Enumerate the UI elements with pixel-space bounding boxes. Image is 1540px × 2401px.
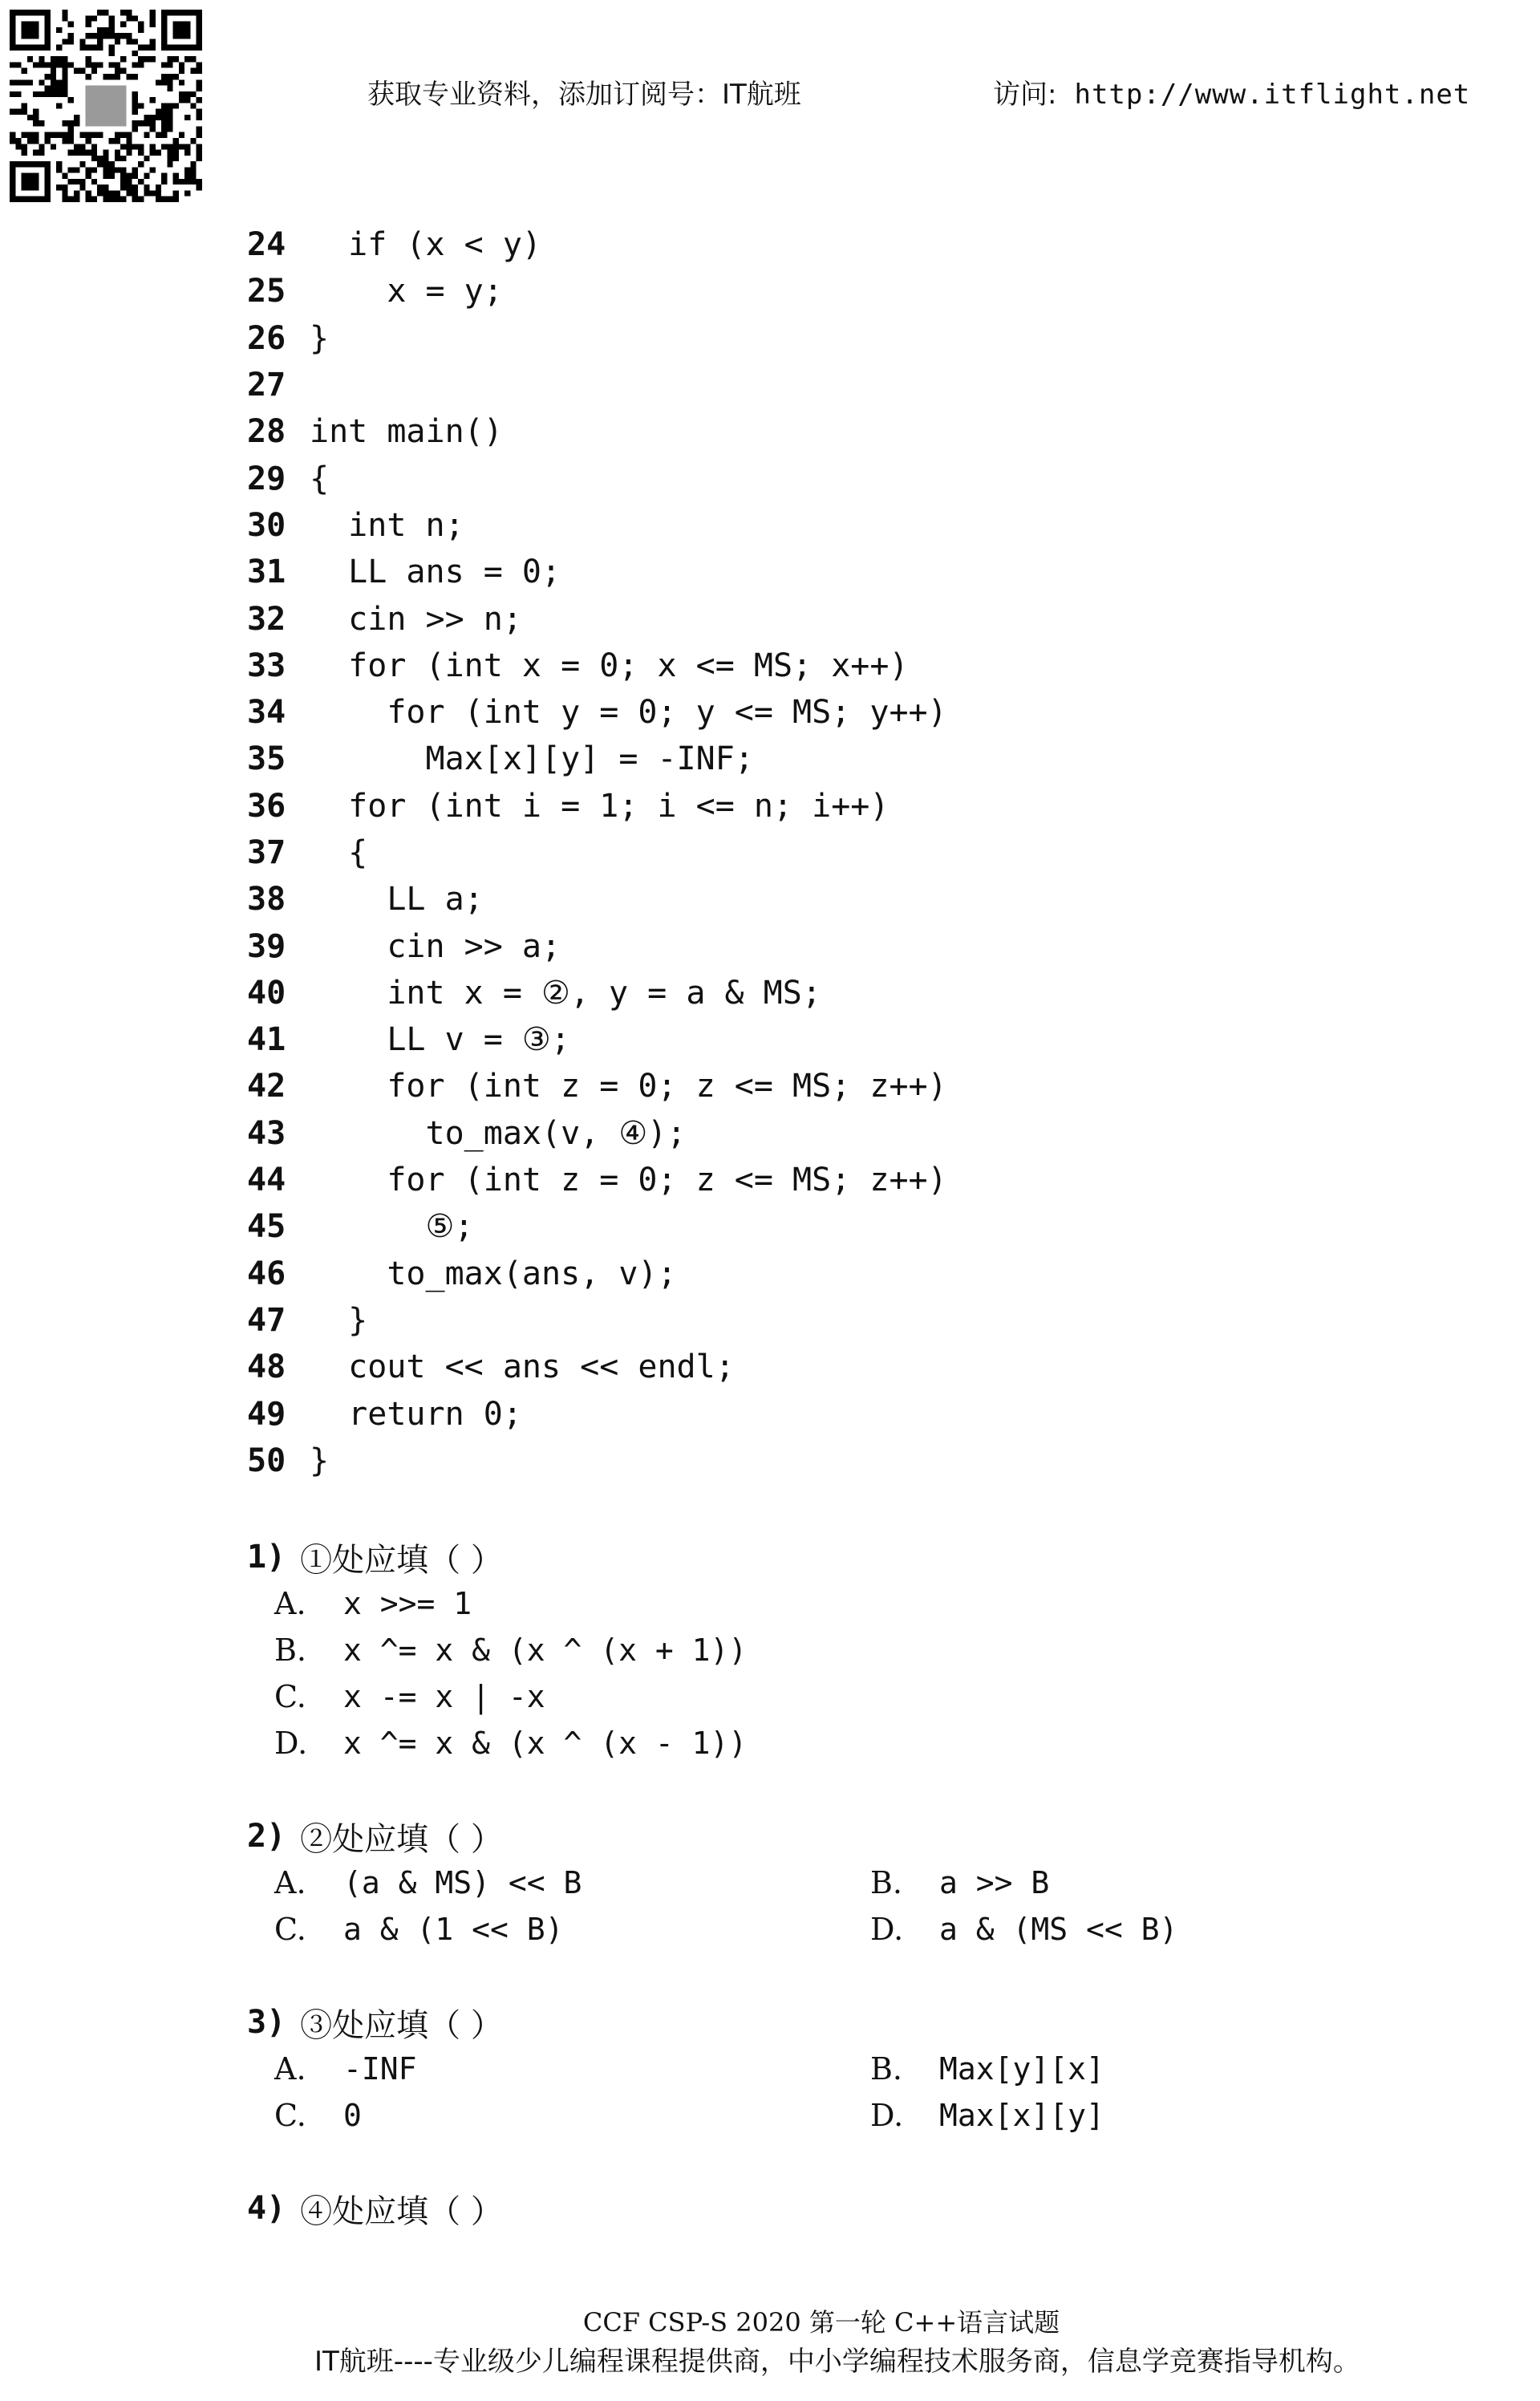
question-text: ②处应填（ ） [300,1820,503,1858]
code-line [247,1251,947,1297]
option-a[interactable] [274,1580,472,1627]
question-number: 1) [247,1539,286,1576]
option-letter: D. [274,1726,308,1761]
option-c[interactable] [274,1673,545,1720]
code-text: } [310,1442,330,1479]
line-number: 46 [247,1255,286,1292]
line-number: 30 [247,506,286,544]
code-listing [247,221,947,1484]
question-number: 2) [247,1818,286,1855]
option-value: (a & MS) << B [343,1865,582,1900]
code-text: return 0; [310,1395,522,1433]
line-number: 48 [247,1349,286,1386]
line-number: 29 [247,460,286,497]
code-line [247,1438,947,1484]
option-value: x ^= x & (x ^ (x - 1)) [343,1726,748,1761]
line-number: 45 [247,1208,286,1246]
line-number: 25 [247,273,286,310]
option-letter: C. [274,2098,306,2133]
option-b[interactable] [274,1627,747,1673]
code-line [247,829,947,876]
line-number: 34 [247,694,286,732]
question-title [247,1999,503,2046]
question-text: ①处应填（ ） [300,1541,503,1579]
option-a[interactable] [274,1860,582,1906]
code-line [247,736,947,782]
question-title [247,2185,503,2232]
line-number: 49 [247,1395,286,1433]
code-line [247,1063,947,1109]
code-line [247,689,947,736]
option-letter: A. [274,1865,306,1900]
option-value: a & (1 << B) [343,1912,564,1947]
line-number: 44 [247,1162,286,1199]
option-c[interactable] [274,2092,362,2139]
line-number: 36 [247,787,286,825]
line-number: 38 [247,881,286,919]
code-text: int n; [310,506,464,544]
option-b[interactable] [870,1860,1049,1906]
question-3 [247,1999,503,2046]
code-text: LL v = ③; [310,1021,570,1059]
code-line [247,221,947,268]
code-text: int main() [310,413,503,451]
code-text: x = y; [310,273,503,310]
line-number: 39 [247,927,286,965]
code-line [247,970,947,1016]
option-value: a & (MS << B) [939,1912,1178,1947]
code-line [247,595,947,642]
option-letter: B. [870,2051,903,2087]
option-c[interactable] [274,1906,564,1953]
question-title [247,1813,503,1860]
code-text: for (int y = 0; y <= MS; y++) [310,694,947,732]
code-line [247,1297,947,1344]
option-d[interactable] [870,1906,1177,1953]
code-text: for (int x = 0; x <= MS; x++) [310,647,909,684]
question-4 [247,2185,503,2232]
option-letter: D. [870,2098,904,2133]
header-url-link[interactable]: http://www.itflight.net [1074,79,1471,111]
code-text: for (int z = 0; z <= MS; z++) [310,1162,947,1199]
code-line [247,1016,947,1063]
code-text: cout << ans << endl; [310,1349,735,1386]
line-number: 33 [247,647,286,684]
option-letter: A. [274,2051,306,2087]
code-line [247,549,947,595]
code-text: LL ans = 0; [310,554,561,591]
code-line [247,1390,947,1437]
line-number: 41 [247,1021,286,1059]
option-value: Max[y][x] [939,2051,1104,2087]
option-b[interactable] [870,2046,1104,2092]
code-line [247,362,947,408]
question-number: 3) [247,2004,286,2041]
line-number: 32 [247,600,286,638]
page-header [0,72,1540,112]
header-subscribe-text: 获取专业资料，添加订阅号：IT航班 [367,79,801,111]
option-letter: B. [274,1632,307,1668]
code-line [247,643,947,689]
option-letter: D. [870,1912,904,1947]
line-number: 24 [247,226,286,264]
line-number: 31 [247,554,286,591]
code-line [247,1203,947,1250]
option-value: -INF [343,2051,417,2087]
option-letter: C. [274,1679,306,1714]
code-text: for (int i = 1; i <= n; i++) [310,787,890,825]
option-a[interactable] [274,2046,417,2092]
question-title [247,1534,503,1580]
code-text: { [310,834,368,871]
option-letter: B. [870,1865,903,1900]
question-text: ③处应填（ ） [300,2006,503,2044]
line-number: 37 [247,834,286,871]
code-line [247,783,947,829]
code-line [247,502,947,549]
code-text: ⑤; [310,1208,474,1246]
option-value: a >> B [939,1865,1050,1900]
code-text: int x = ②, y = a & MS; [310,974,821,1012]
code-line [247,455,947,501]
footer-slogan: IT航班----专业级少儿编程课程提供商，中小学编程技术服务商，信息学竞赛指导机构。 [314,2346,1360,2378]
question-number: 4) [247,2190,286,2227]
line-number: 40 [247,974,286,1012]
code-text: cin >> a; [310,927,561,965]
option-value: x ^= x & (x ^ (x + 1)) [343,1632,748,1668]
code-text: cin >> n; [310,600,522,638]
line-number: 28 [247,413,286,451]
code-text: LL a; [310,881,484,919]
code-text: } [310,319,330,357]
question-2 [247,1813,503,1860]
exam-title: CCF CSP-S 2020 第一轮 C++语言试题 [582,2307,1060,2338]
line-number: 26 [247,319,286,357]
option-d[interactable] [274,1720,747,1766]
code-text: } [310,1301,368,1339]
code-line [247,408,947,455]
option-value: 0 [343,2098,362,2133]
code-text: { [310,460,330,497]
option-value: Max[x][y] [939,2098,1104,2133]
option-value: x -= x | -x [343,1679,545,1714]
code-text: Max[x][y] = -INF; [310,740,754,778]
code-line [247,1110,947,1157]
code-line [247,268,947,314]
option-letter: C. [274,1912,306,1947]
code-text: if (x < y) [310,226,541,264]
option-letter: A. [274,1586,306,1621]
code-text: to_max(ans, v); [310,1255,677,1292]
code-line [247,315,947,362]
code-text: for (int z = 0; z <= MS; z++) [310,1068,947,1105]
line-number: 35 [247,740,286,778]
code-line [247,1157,947,1203]
option-d[interactable] [870,2092,1104,2139]
header-visit-label: 访问: [993,79,1057,111]
line-number: 47 [247,1301,286,1339]
code-text: to_max(v, ④); [310,1114,687,1152]
header-visit [993,72,1470,112]
question-1 [247,1534,503,1580]
line-number: 43 [247,1114,286,1152]
line-number: 42 [247,1068,286,1105]
question-text: ④处应填（ ） [300,2192,503,2230]
code-line [247,876,947,923]
line-number: 27 [247,367,286,404]
line-number: 50 [247,1442,286,1479]
code-line [247,1344,947,1390]
option-value: x >>= 1 [343,1586,472,1621]
code-line [247,923,947,969]
